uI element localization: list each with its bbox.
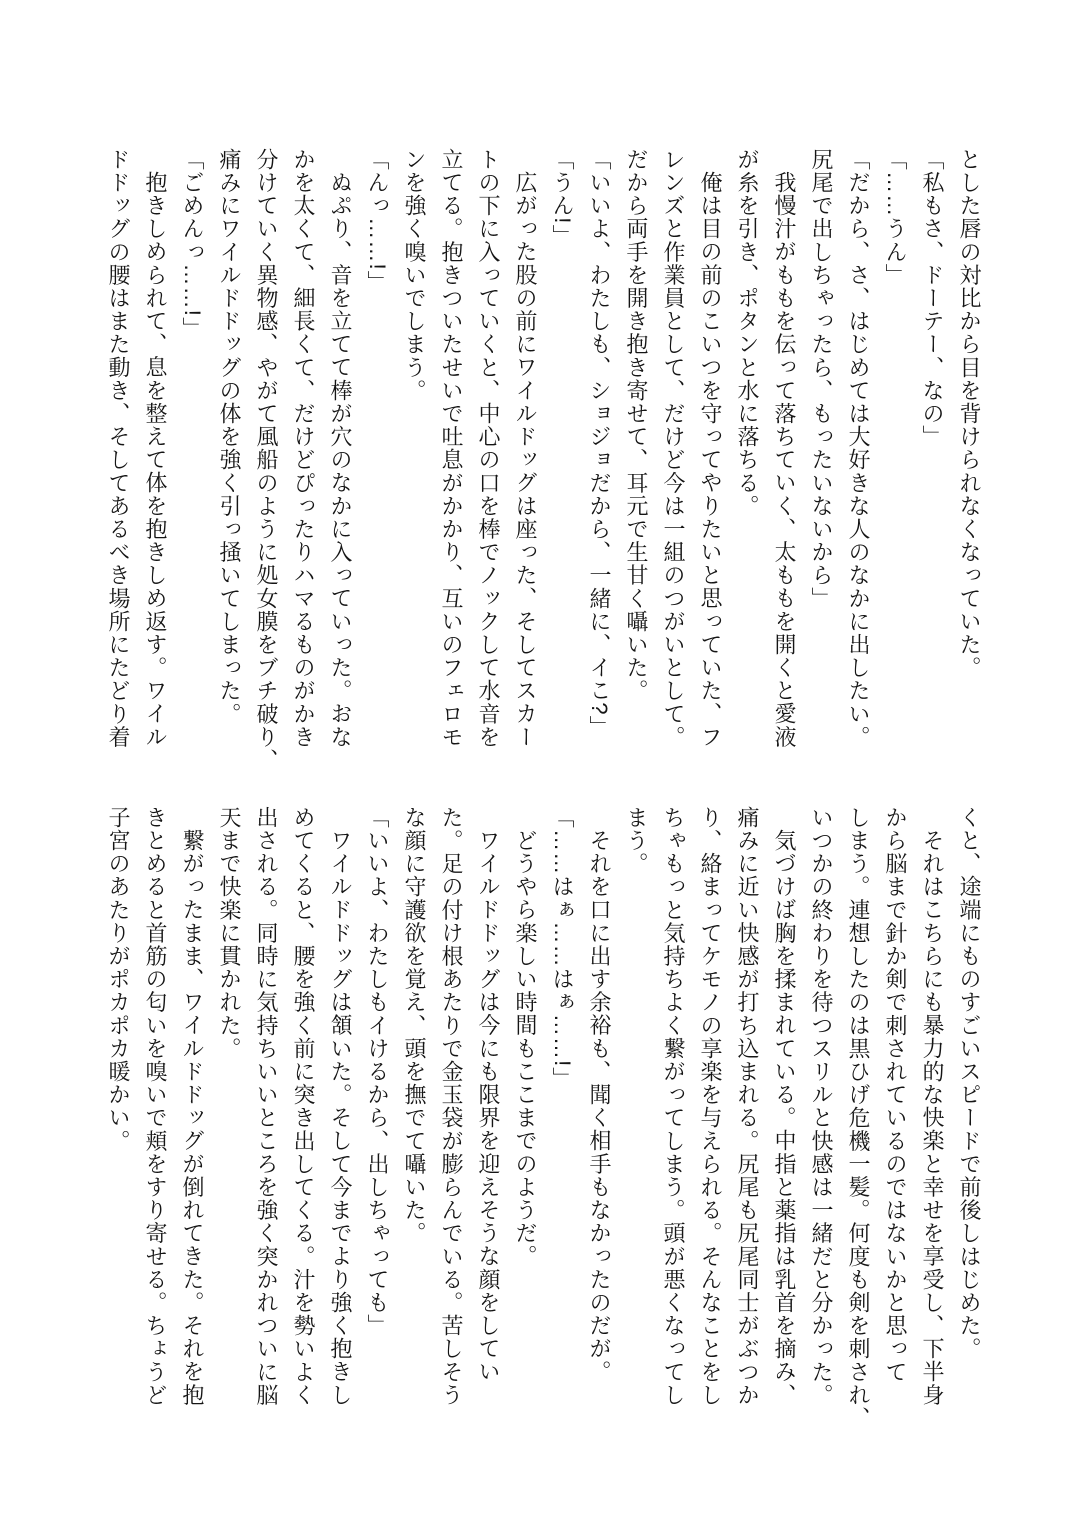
text-line: 子宮のあたりがポカポカ暖かい。: [106, 806, 131, 1153]
text-line: それを口に出す余裕も、聞く相手もなかったのだが。: [587, 829, 612, 1384]
text-line: 「いいよ、わたしもイけるから、出しちゃっても」: [365, 806, 390, 1338]
text-line: きとめると首筋の匂いを嗅いで頬をすり寄せる。ちょうど: [143, 806, 168, 1407]
text-block-bottom: [100, 806, 988, 1438]
text-line: が糸を引き、ポタンと水に落ちる。: [735, 148, 760, 518]
text-line: ドドッグの腰はまた動き、そしてあるべき場所にたどり着: [106, 148, 131, 749]
text-line: とした唇の対比から目を背けられなくなっていた。: [957, 148, 982, 680]
text-line: から脳まで針か剣で刺されているのではないかと思って: [883, 806, 908, 1384]
text-line: めてくると、腰を強く前に突き出してくる。汁を勢いよく: [291, 806, 316, 1407]
text-line: いつかの終わりを待つスリルと快感は一緒だと分かった。: [809, 806, 834, 1407]
text-line: まう。: [624, 806, 649, 876]
text-line: ワイルドドッグは頷いた。そして今までより強く抱きし: [328, 829, 353, 1407]
text-line: 「だから、さ、はじめては大好きな人のなかに出したい。: [846, 148, 871, 749]
text-line: かを太くて、細長くて、だけどぴったりハマるものがかき: [291, 148, 316, 749]
text-line: くと、途端にものすごいスピードで前後しはじめた。: [957, 806, 982, 1361]
text-line: ンを強く嗅いでしまう。: [402, 148, 427, 403]
text-line: ぬぷり、音を立てて棒が穴のなかに入っていった。おな: [328, 171, 353, 749]
text-line: 我慢汁がももを伝って落ちていく、太ももを開くと愛液: [772, 171, 797, 749]
text-line: 尻尾で出しちゃったら、もったいないから」: [809, 148, 834, 610]
text-line: レンズと作業員として、だけど今は一組のつがいとして。: [661, 148, 686, 749]
text-line: 痛みにワイルドドッグの体を強く引っ掻いてしまった。: [217, 148, 242, 726]
text-line: な顔に守護欲を覚え、頭を撫でて囁いた。: [402, 806, 427, 1245]
text-block-top: [100, 148, 988, 772]
text-line: 広がった股の前にワイルドッグは座った、そしてスカー: [513, 171, 538, 749]
text-line: ワイルドドッグは今にも限界を迎えそうな顔をしてい: [476, 829, 501, 1384]
text-line: 抱きしめられて、息を整えて体を抱きしめ返す。ワイル: [143, 171, 168, 749]
text-line: 天まで快楽に貫かれた。: [217, 806, 242, 1061]
text-line: 「うん!」: [550, 148, 575, 248]
text-line: た。足の付け根あたりで金玉袋が膨らんでいる。苦しそう: [439, 806, 464, 1407]
text-line: 出される。同時に気持ちいいところを強く突かれついに脳: [254, 806, 279, 1407]
text-line: 分けていく異物感、やがて風船のように処女膜をブチ破り、: [254, 148, 279, 772]
text-line: だから両手を開き抱き寄せて、耳元で生甘く囁いた。: [624, 148, 649, 703]
text-line: 「んっ……!」: [365, 148, 390, 294]
text-line: 俺は目の前のこいつを守ってやりたいと思っていた、フ: [698, 171, 723, 749]
text-line: 痛みに近い快感が打ち込まれる。尻尾も尻尾同士がぶつか: [735, 806, 760, 1407]
text-line: 立てる。抱きついたせいで吐息がかかり、互いのフェロモ: [439, 148, 464, 749]
text-line: 「……はぁ……はぁ……!」: [550, 806, 575, 1091]
text-line: り、絡まってケモノの享楽を与えられる。そんなことをし: [698, 806, 723, 1407]
text-line: どうやら楽しい時間もここまでのようだ。: [513, 829, 538, 1268]
text-line: ちゃもっと気持ちよく繋がってしまう。頭が悪くなってし: [661, 806, 686, 1407]
text-line: 「……うん」: [883, 148, 908, 287]
text-line: トの下に入っていくと、中心の口を棒でノックして水音を: [476, 148, 501, 749]
text-line: 「いいよ、わたしも、ショジョだから、一緒に、イこ?」: [587, 148, 612, 739]
text-line: 気づけば胸を揉まれている。中指と薬指は乳首を摘み、: [772, 829, 797, 1407]
text-line: それはこちらにも暴力的な快楽と幸せを享受し、下半身: [920, 829, 945, 1407]
text-line: 「私もさ、ドーテー、なの」: [920, 148, 945, 449]
text-line: 繋がったまま、ワイルドドッグが倒れてきた。それを抱: [180, 829, 205, 1407]
text-line: しまう。連想したのは黒ひげ危機一髪。何度も剣を刺され、: [846, 806, 871, 1430]
text-line: 「ごめんっ……!」: [180, 148, 205, 341]
